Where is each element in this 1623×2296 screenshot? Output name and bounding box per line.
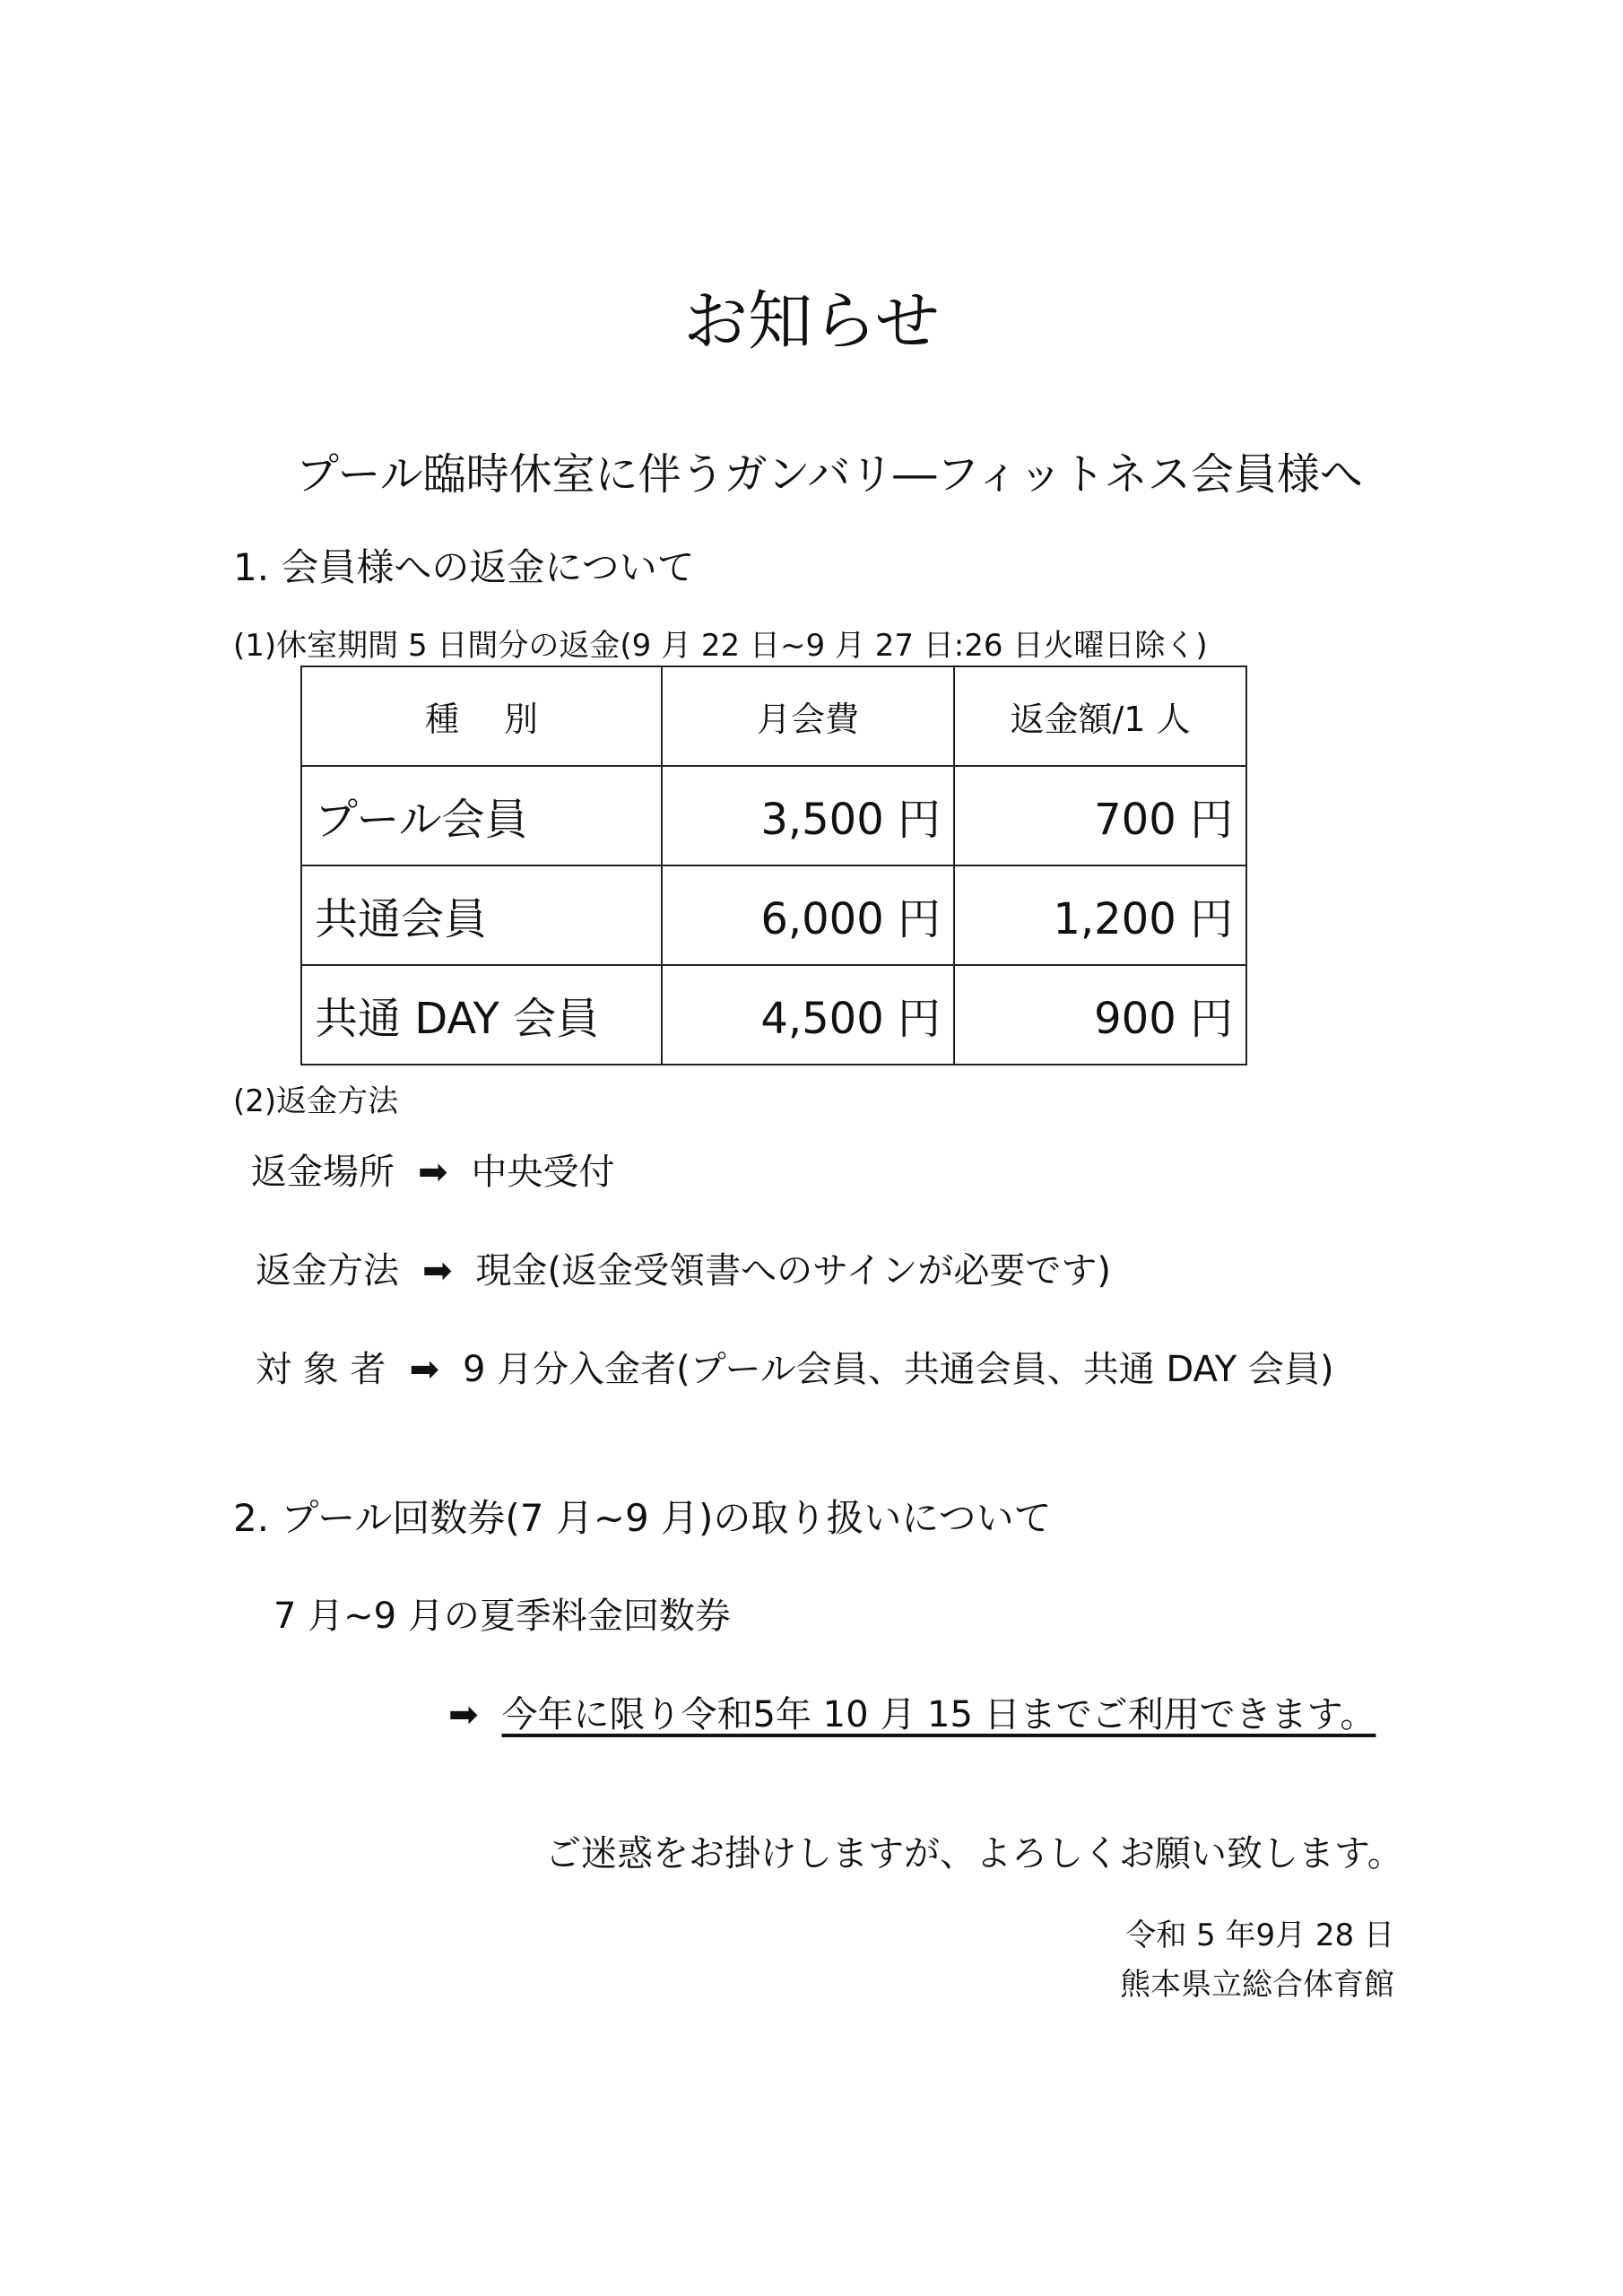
method-label: 返金場所 [251,1152,395,1193]
ticket-description: 7 月~9 月の夏季料金回数券 [273,1596,731,1637]
issue-date: 令和 5 年9月 28 日 [1125,1918,1394,1953]
method-value: 9 月分入金者(プール会員、共通会員、共通 DAY 会員) [462,1349,1334,1390]
method-row-method [256,1242,1111,1293]
header-monthly-fee: 月会費 [662,666,954,766]
monthly-fee: 6,000 円 [662,865,954,965]
method-label: 返金方法 [256,1250,399,1292]
member-type: 共通会員 [301,865,662,965]
method-row-target [256,1341,1334,1392]
method-label: 対 象 者 [256,1349,386,1390]
issuer-name: 熊本県立総合体育館 [1120,1967,1394,2003]
ticket-notice-text: 今年に限り令和5年 10 月 15 日までご利用できます。 [501,1694,1376,1735]
table-row [301,766,1246,865]
member-type: プール会員 [301,766,662,865]
header-refund-amount: 返金額/1 人 [954,666,1246,766]
method-row-place [251,1144,615,1195]
closing-text: ご迷惑をお掛けしますが、よろしくお願い致します。 [545,1833,1403,1874]
monthly-fee: 4,500 円 [662,965,954,1065]
arrow-right-icon: ➡ [448,1694,479,1735]
method-value: 現金(返金受領書へのサインが必要です) [475,1250,1111,1292]
monthly-fee: 3,500 円 [662,766,954,865]
page-title: お知らせ [683,283,940,359]
arrow-right-icon: ➡ [409,1349,439,1390]
refund-period-note: (1)休室期間 5 日間分の返金(9 月 22 日~9 月 27 日:26 日火曜日除く) [233,628,1208,664]
subtitle: プール臨時休室に伴うガンバリ―フィットネス会員様へ [296,449,1363,500]
method-value: 中央受付 [471,1152,615,1193]
table-header-row [301,666,1246,766]
refund-amount: 900 円 [954,965,1246,1065]
ticket-notice [448,1686,1376,1737]
section1-heading: 1. 会員様への返金について [233,545,695,589]
header-type: 種 別 [301,666,662,766]
refund-method-heading: (2)返金方法 [233,1083,399,1119]
refund-amount: 1,200 円 [954,865,1246,965]
section2-heading: 2. プール回数券(7 月~9 月)の取り扱いについて [233,1496,1052,1540]
refund-table [300,665,1247,1065]
arrow-right-icon: ➡ [418,1152,448,1193]
table-row [301,965,1246,1065]
table-row [301,865,1246,965]
refund-amount: 700 円 [954,766,1246,865]
member-type: 共通 DAY 会員 [301,965,662,1065]
arrow-right-icon: ➡ [422,1250,453,1292]
